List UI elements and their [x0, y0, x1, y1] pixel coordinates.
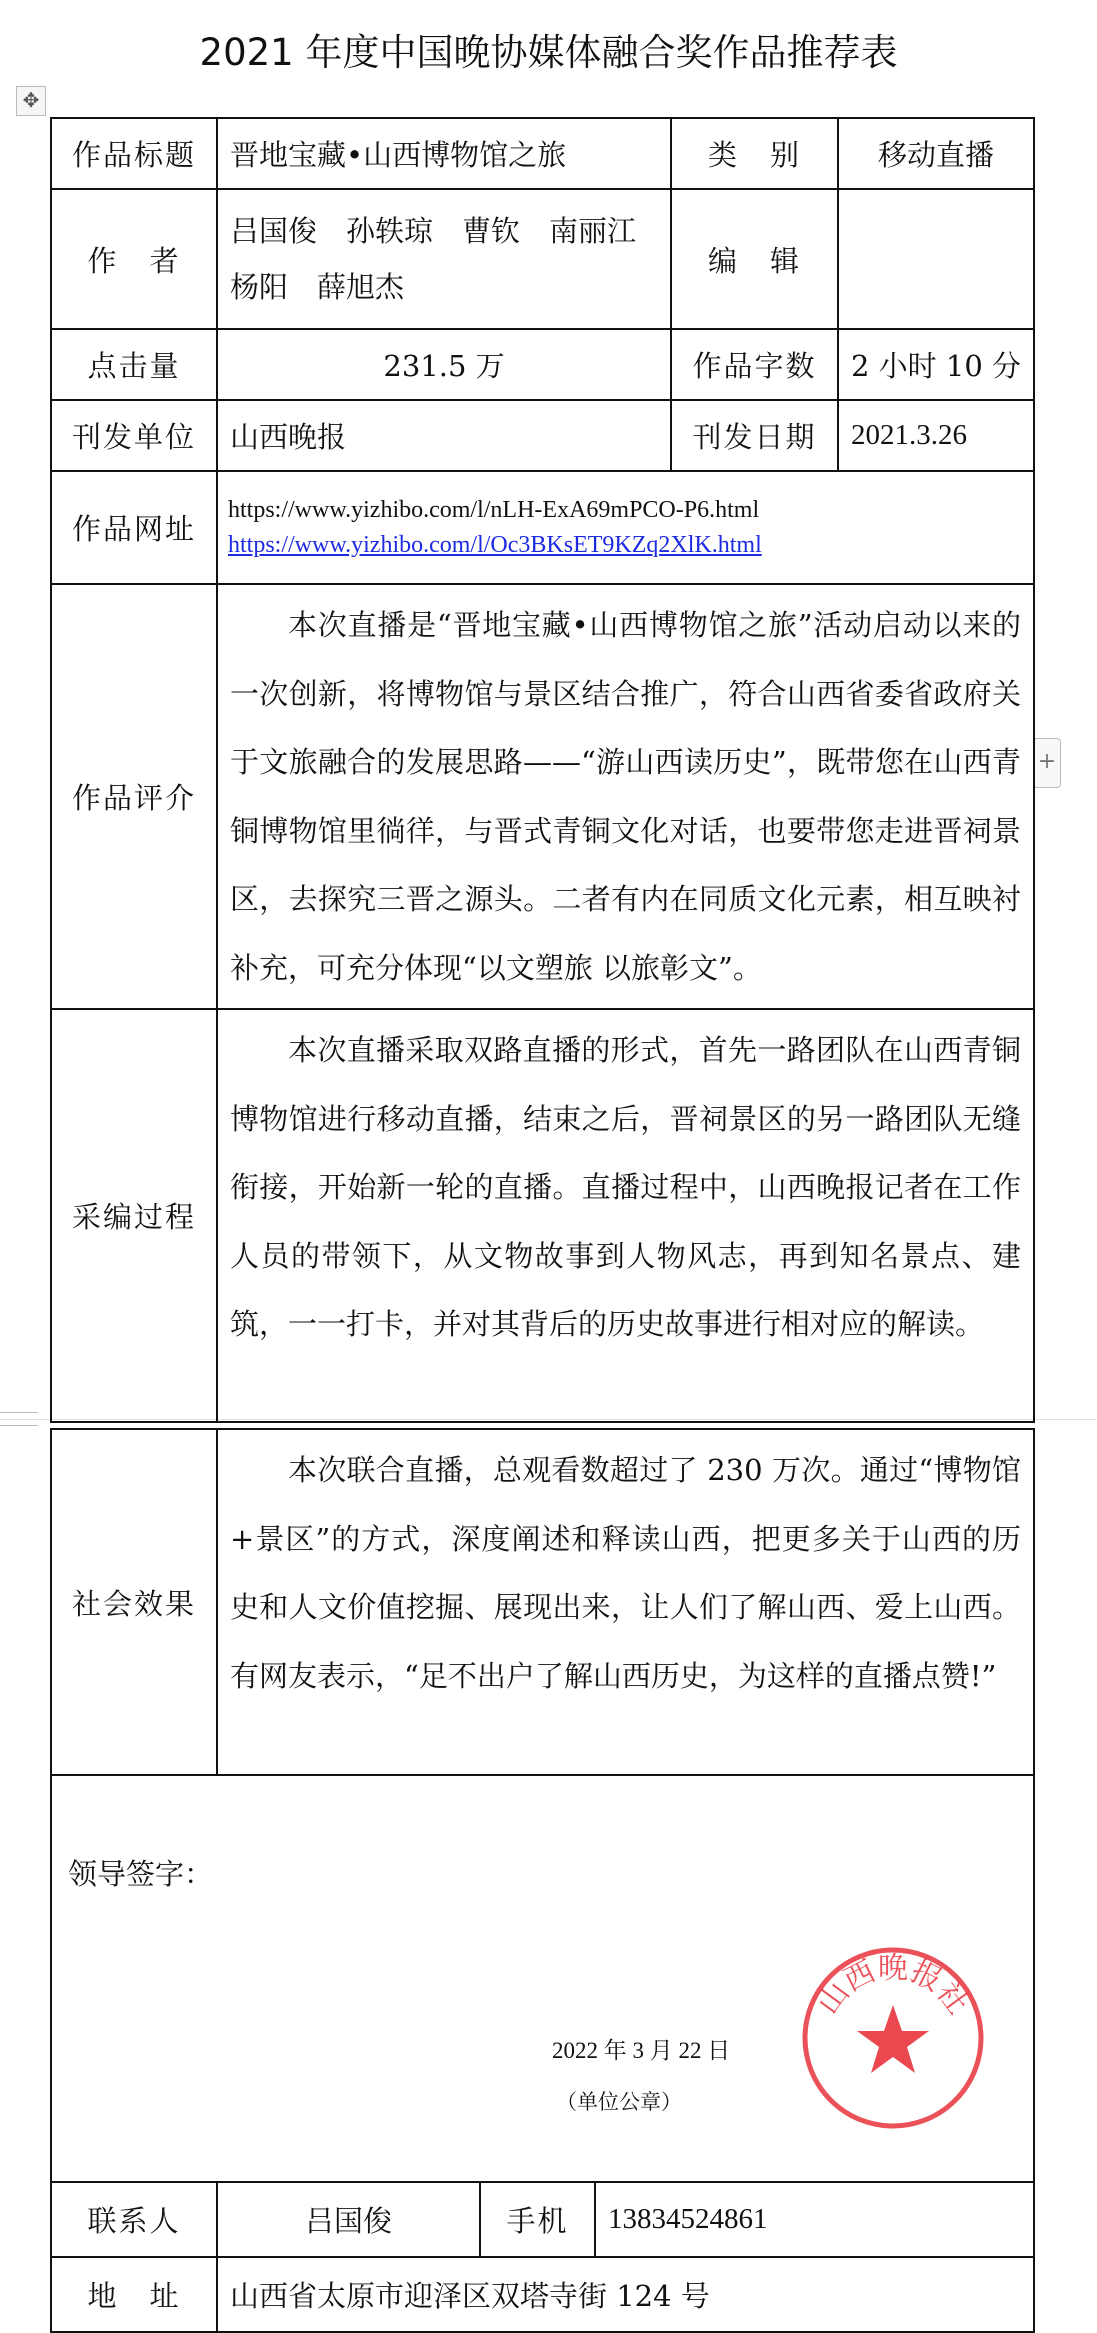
- signature-date: 2022 年 3 月 22 日: [552, 2038, 731, 2063]
- address-value: 山西省太原市迎泽区双塔寺街 124 号: [217, 2257, 1034, 2332]
- publisher-value: 山西晚报: [217, 400, 671, 471]
- table-row: [51, 400, 1034, 471]
- unit-seal-note: （单位公章）: [556, 2090, 682, 2114]
- table-row: [51, 2182, 1034, 2257]
- authors-line-1: 吕国俊 孙轶琼 曹钦 南丽江: [230, 214, 637, 248]
- signature-label: 领导签字：: [68, 1857, 214, 1891]
- effect-text: 本次联合直播，总观看数超过了 230 万次。通过“博物馆+景区”的方式，深度阐述和释读山西，把更多关于山西的历史和人文价值挖掘、展现出来，让人们了解山西、爱上山西。有网友表示，“足不出户了解山西历史，为这样的直播点赞!”: [217, 1429, 1034, 1775]
- author-list: [217, 189, 671, 329]
- effect-label: 社会效果: [51, 1429, 217, 1775]
- process-label: 采编过程: [51, 1009, 217, 1422]
- seal-text: 山西晚报社: [810, 1950, 976, 2021]
- review-label: 作品评介: [51, 584, 217, 1009]
- table-row: [51, 1775, 1034, 2182]
- add-row-icon[interactable]: +: [1033, 738, 1061, 788]
- work-url-1: https://www.yizhibo.com/l/nLH-ExA69mPCO-P6.html: [228, 496, 760, 523]
- form-table-top: [50, 117, 1035, 1423]
- work-title-value: 晋地宝藏•山西博物馆之旅: [217, 118, 671, 189]
- phone-label: 手机: [480, 2182, 595, 2257]
- work-title-label: 作品标题: [51, 118, 217, 189]
- length-label: 作品字数: [671, 329, 838, 400]
- table-row: [51, 329, 1034, 400]
- contact-value: 吕国俊: [217, 2182, 480, 2257]
- publish-date-label: 刊发日期: [671, 400, 838, 471]
- table-move-handle-icon[interactable]: ✥: [16, 86, 46, 116]
- contact-label: 联系人: [51, 2182, 217, 2257]
- table-row: [51, 189, 1034, 329]
- authors-line-2: 杨阳 薛旭杰: [230, 270, 405, 304]
- clicks-label: 点击量: [51, 329, 217, 400]
- page-title: 2021 年度中国晚协媒体融合奖作品推荐表: [199, 31, 898, 74]
- editor-value: [838, 189, 1034, 329]
- table-row: [51, 1429, 1034, 1775]
- address-label: 地 址: [51, 2257, 217, 2332]
- length-value: 2 小时 10 分: [838, 329, 1034, 400]
- url-list: [217, 471, 1034, 584]
- work-url-2-link[interactable]: https://www.yizhibo.com/l/Oc3BKsET9KZq2XlK.html: [228, 531, 762, 558]
- editor-label: 编 辑: [671, 189, 838, 329]
- table-row: [51, 1009, 1034, 1422]
- clicks-value: 231.5 万: [217, 329, 671, 400]
- publish-date-value: 2021.3.26: [838, 400, 1034, 471]
- phone-value: 13834524861: [595, 2182, 1034, 2257]
- table-row: [51, 584, 1034, 1009]
- table-row: [51, 2257, 1034, 2332]
- publisher-label: 刊发单位: [51, 400, 217, 471]
- process-text: 本次直播采取双路直播的形式，首先一路团队在山西青铜博物馆进行移动直播，结束之后，晋祠景区的另一路团队无缝衔接，开始新一轮的直播。直播过程中，山西晚报记者在工作人员的带领下，从文物故事到人物风志，再到知名景点、建筑，一一打卡，并对其背后的历史故事进行相对应的解读。: [217, 1009, 1034, 1422]
- table-row: [51, 471, 1034, 584]
- signature-cell: [51, 1775, 1034, 2182]
- url-label: 作品网址: [51, 471, 217, 584]
- form-table-bottom: [50, 1428, 1035, 2333]
- category-value: 移动直播: [838, 118, 1034, 189]
- review-text: 本次直播是“晋地宝藏•山西博物馆之旅”活动启动以来的一次创新，将博物馆与景区结合推广，符合山西省委省政府关于文旅融合的发展思路——“游山西读历史”，既带您在山西青铜博物馆里徜徉，与晋式青铜文化对话，也要带您走进晋祠景区，去探究三晋之源头。二者有内在同质文化元素，相互映衬补充，可充分体现“以文塑旅 以旅彰文”。: [217, 584, 1034, 1009]
- category-label: 类 别: [671, 118, 838, 189]
- author-label: 作 者: [51, 189, 217, 329]
- official-seal-icon: [798, 1943, 988, 2133]
- table-row: [51, 118, 1034, 189]
